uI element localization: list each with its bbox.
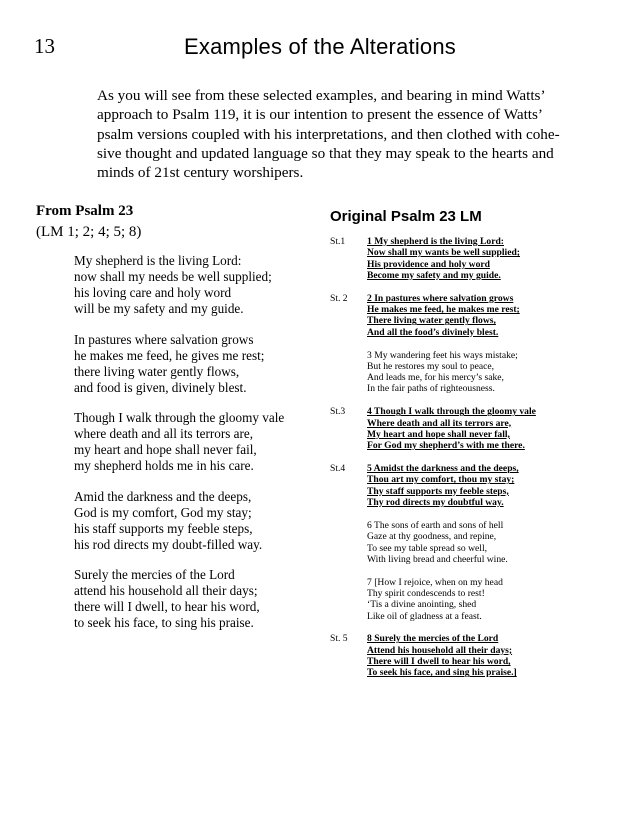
left-subheading: (LM 1; 2; 4; 5; 8) bbox=[36, 224, 142, 240]
stanza-label: St.1 bbox=[330, 236, 346, 247]
original-stanza bbox=[330, 406, 610, 451]
original-stanza bbox=[330, 463, 610, 508]
original-line: With living bread and cheerful wine. bbox=[367, 553, 508, 565]
stanza-line: there will I dwell, to hear his word, bbox=[74, 599, 260, 614]
page-title: Examples of the Alterations bbox=[184, 34, 456, 59]
original-line: Thy rod directs my doubtful way. bbox=[367, 497, 504, 509]
original-line: 2 In pastures where salvation grows bbox=[367, 292, 514, 304]
left-heading: From Psalm 23 bbox=[36, 203, 134, 219]
original-line: Thy spirit condescends to rest! bbox=[367, 587, 485, 599]
page-number: 13 bbox=[34, 34, 55, 58]
stanza-line: now shall my needs be well supplied; bbox=[74, 269, 272, 284]
original-line: 3 My wandering feet his ways mistake; bbox=[367, 349, 518, 361]
stanza bbox=[74, 253, 304, 317]
stanza-line: Though I walk through the gloomy vale bbox=[74, 410, 285, 425]
intro-line: approach to Psalm 119, it is our intention to present the essence of Watts’ bbox=[97, 106, 543, 124]
stanza-line: there living water gently flows, bbox=[74, 363, 240, 379]
original-line: To seek his face, and sing his praise.] bbox=[367, 667, 517, 679]
original-line: 4 Though I walk through the gloomy vale bbox=[367, 406, 536, 418]
original-line: My heart and hope shall never fall, bbox=[367, 428, 510, 440]
original-line: Now shall my wants be well supplied; bbox=[367, 247, 520, 259]
stanza bbox=[74, 332, 304, 396]
original-stanza bbox=[330, 577, 610, 622]
original-line: Where death and all its terrors are, bbox=[367, 417, 512, 429]
stanza-line: his rod directs my doubt-filled way. bbox=[74, 536, 263, 552]
stanza-label: St. 2 bbox=[330, 292, 348, 304]
stanza-label: St.4 bbox=[330, 463, 346, 475]
stanza-line: God is my comfort, God my stay; bbox=[74, 504, 252, 520]
original-line: He makes me feed, he makes me rest; bbox=[367, 304, 520, 316]
original-line: Attend his household all their days; bbox=[367, 644, 513, 656]
original-line: But he restores my soul to peace, bbox=[367, 360, 495, 372]
original-line: Gaze at thy goodness, and repine, bbox=[367, 531, 497, 543]
stanza-line: where death and all its terrors are, bbox=[74, 426, 254, 441]
stanza-line: My shepherd is the living Lord: bbox=[74, 253, 242, 268]
stanza-label: St.3 bbox=[330, 406, 346, 418]
original-hymn-text bbox=[330, 236, 610, 690]
original-line: There living water gently flows, bbox=[367, 315, 496, 327]
intro-line: sive thought and updated language so that they may speak to the hearts and bbox=[97, 144, 554, 162]
stanza-line: to seek his face, to sing his praise. bbox=[74, 615, 254, 630]
stanza-line: Amid the darkness and the deeps, bbox=[74, 488, 252, 504]
original-line: To see my table spread so well, bbox=[367, 542, 488, 554]
stanza bbox=[74, 489, 304, 553]
stanza-line: my heart and hope shall never fail, bbox=[74, 442, 257, 457]
stanza-line: Surely the mercies of the Lord bbox=[74, 567, 235, 582]
original-line: For God my shepherd’s with me there. bbox=[367, 440, 525, 452]
stanza-line: In pastures where salvation grows bbox=[74, 331, 254, 347]
original-line: His providence and holy word bbox=[367, 258, 490, 270]
original-stanza bbox=[330, 236, 610, 281]
original-line: 7 [How I rejoice, when on my head bbox=[367, 576, 503, 588]
stanza-line: attend his household all their days; bbox=[74, 583, 258, 598]
stanza-line: his staff supports my feeble steps, bbox=[74, 520, 253, 536]
original-line: 5 Amidst the darkness and the deeps, bbox=[367, 463, 519, 475]
original-stanza bbox=[330, 633, 610, 678]
original-line: In the fair paths of righteousness. bbox=[367, 383, 495, 395]
original-line: Become my safety and my guide. bbox=[367, 269, 501, 281]
stanza-label: St. 5 bbox=[330, 633, 348, 645]
stanza bbox=[74, 410, 304, 474]
original-line: Thy staff supports my feeble steps, bbox=[367, 485, 509, 497]
original-line: ‘Tis a divine anointing, shed bbox=[367, 599, 477, 611]
original-stanza bbox=[330, 520, 610, 565]
intro-line: psalm versions coupled with his interpretations, and then clothed with cohe- bbox=[97, 125, 560, 143]
original-line: 6 The sons of earth and sons of hell bbox=[367, 519, 504, 531]
original-line: And leads me, for his mercy’s sake, bbox=[367, 372, 504, 384]
original-line: Thou art my comfort, thou my stay; bbox=[367, 474, 515, 486]
stanza-line: my shepherd holds me in his care. bbox=[74, 458, 254, 473]
intro-paragraph bbox=[97, 86, 560, 182]
original-line: Like oil of gladness at a feast. bbox=[367, 610, 482, 622]
stanza bbox=[74, 567, 304, 631]
intro-line: minds of 21st century worshipers. bbox=[97, 164, 304, 182]
stanza-line: he makes me feed, he gives me rest; bbox=[74, 347, 265, 363]
stanza-line: will be my safety and my guide. bbox=[74, 301, 244, 316]
original-line: 8 Surely the mercies of the Lord bbox=[367, 633, 499, 645]
right-heading: Original Psalm 23 LM bbox=[330, 208, 482, 225]
original-line: There will I dwell to hear his word, bbox=[367, 656, 511, 668]
stanza-line: his loving care and holy word bbox=[74, 285, 232, 300]
original-stanza bbox=[330, 350, 610, 395]
stanza-line: and food is given, divinely blest. bbox=[74, 379, 247, 395]
intro-line: As you will see from these selected examples, and bearing in mind Watts’ bbox=[97, 87, 546, 104]
original-stanza bbox=[330, 293, 610, 338]
original-line: And all the food’s divinely blest. bbox=[367, 326, 499, 338]
original-line: 1 My shepherd is the living Lord: bbox=[367, 236, 504, 247]
revised-hymn-text bbox=[74, 253, 304, 646]
